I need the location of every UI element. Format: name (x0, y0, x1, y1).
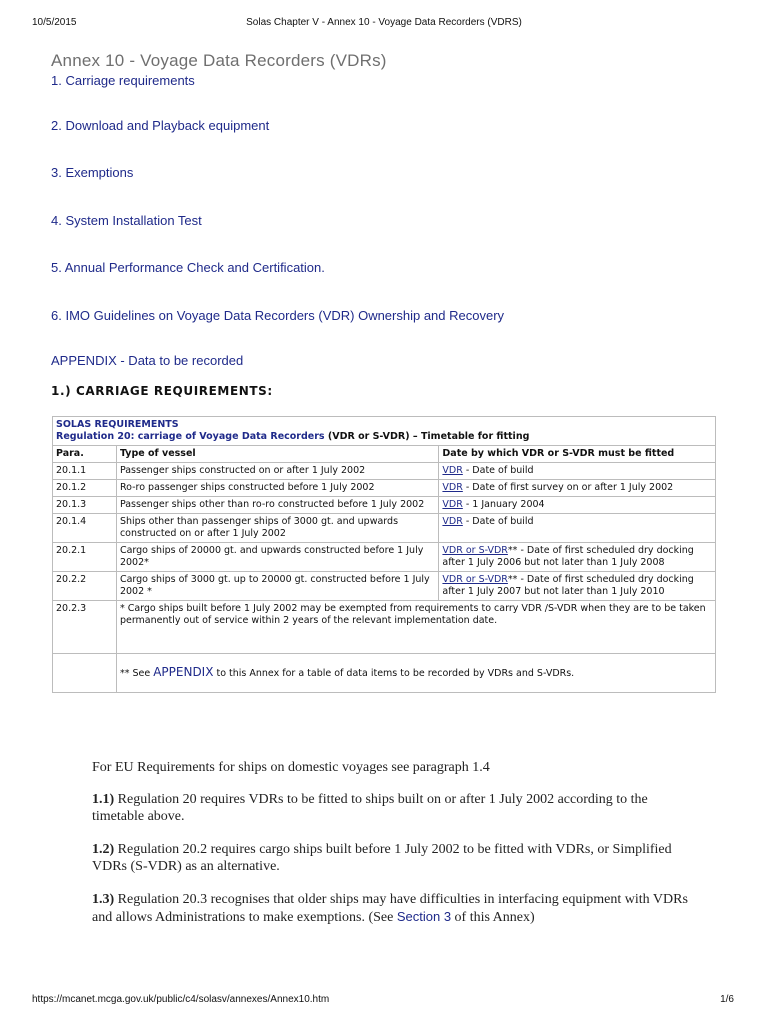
col-header-date: Date by which VDR or S-VDR must be fitted (439, 446, 716, 463)
cell-date (439, 463, 716, 480)
col-header-para: Para. (53, 446, 117, 463)
toc-link-exemptions[interactable]: 3. Exemptions (51, 165, 134, 180)
cell-para: 20.1.3 (53, 497, 117, 514)
date-text: - 1 January 2004 (462, 499, 545, 510)
cell-date (439, 514, 716, 543)
appendix-link[interactable]: APPENDIX (51, 353, 117, 368)
appendix-link-text: - Data to be recorded (116, 353, 244, 368)
cell-para: 20.1.4 (53, 514, 117, 543)
cell-vessel: Cargo ships of 3000 gt. up to 20000 gt. constructed before 1 July 2002 * (116, 572, 438, 601)
paragraph-text: Regulation 20.3 recognises that older ships may have difficulties in interfacing equipment with VDRs and allows Administrations to make exemptions. (See (92, 892, 688, 925)
table-row (53, 543, 716, 572)
cell-vessel: Passenger ships other than ro-ro constructed before 1 July 2002 (116, 497, 438, 514)
toc-link-imo-guidelines[interactable]: 6. IMO Guidelines on Voyage Data Recorders (VDR) Ownership and Recovery (51, 308, 505, 323)
print-title: Solas Chapter V - Annex 10 - Voyage Data Recorders (VDRS) (246, 17, 522, 28)
cell-para: 20.1.1 (53, 463, 117, 480)
regulation-label: Regulation 20: carriage of Voyage Data Recorders (56, 431, 325, 442)
cell-date (439, 480, 716, 497)
eu-requirements-note: For EU Requirements for ships on domestic voyages see paragraph 1.4 (92, 760, 490, 775)
table-row (53, 654, 716, 693)
appendix-line (51, 353, 243, 368)
date-text: - Date of build (462, 516, 534, 527)
paragraph-1-2 (92, 841, 692, 875)
toc-link-installation-test[interactable]: 4. System Installation Test (51, 213, 202, 228)
footer-page-number: 1/6 (720, 994, 734, 1005)
cell-para: 20.2.1 (53, 543, 117, 572)
cell-appendix-note (116, 654, 715, 693)
cell-date (439, 497, 716, 514)
cell-vessel: Ships other than passenger ships of 3000 gt. and upwards constructed on or after 1 July 2002 (116, 514, 438, 543)
toc-link-annual-check[interactable]: 5. Annual Performance Check and Certification. (51, 260, 325, 275)
vdr-svdr-link[interactable]: VDR or S-VDR (442, 545, 508, 556)
cell-vessel: Cargo ships of 20000 gt. and upwards constructed before 1 July 2002* (116, 543, 438, 572)
table-row (53, 497, 716, 514)
paragraph-number: 1.3) (92, 892, 115, 907)
section-heading: 1.) CARRIAGE REQUIREMENTS: (51, 384, 273, 398)
table-row (53, 463, 716, 480)
paragraph-number: 1.2) (92, 842, 115, 857)
cell-date (439, 572, 716, 601)
requirements-table (52, 416, 716, 693)
cell-vessel: Passenger ships constructed on or after 1 July 2002 (116, 463, 438, 480)
cell-date (439, 543, 716, 572)
table-heading: SOLAS REQUIREMENTS (56, 419, 179, 430)
appendix-note-suffix: to this Annex for a table of data items to be recorded by VDRs and S-VDRs. (213, 668, 575, 679)
paragraph-text-end: of this Annex) (451, 910, 535, 925)
appendix-note-link[interactable]: APPENDIX (153, 665, 214, 679)
table-row (53, 480, 716, 497)
section-3-link[interactable]: Section 3 (396, 909, 452, 924)
cell-para: 20.1.2 (53, 480, 117, 497)
cell-note: * Cargo ships built before 1 July 2002 may be exempted from requirements to carry VDR /S-VDR when they are to be taken permanently out of service within 2 years of the relevant implementation date. (116, 601, 715, 654)
paragraph-number: 1.1) (92, 792, 115, 807)
footer-url: https://mcanet.mcga.gov.uk/public/c4/solasv/annexes/Annex10.htm (32, 994, 330, 1005)
vdr-link[interactable]: VDR (442, 465, 463, 476)
page-title: Annex 10 - Voyage Data Recorders (VDRs) (51, 51, 387, 70)
paragraph-text: Regulation 20.2 requires cargo ships built before 1 July 2002 to be fitted with VDRs, or Simplified VDRs (S-VDR) as an alternative. (92, 842, 672, 874)
table-row (53, 601, 716, 654)
date-text: - Date of first survey on or after 1 July 2002 (462, 482, 674, 493)
toc-link-carriage[interactable]: 1. Carriage requirements (51, 73, 195, 88)
appendix-note-prefix: ** See (119, 668, 154, 679)
cell-vessel: Ro-ro passenger ships constructed before 1 July 2002 (116, 480, 438, 497)
column-header-row (53, 446, 716, 463)
date-text: ** - Date of first scheduled dry docking after 1 July 2007 but not later than 1 July 2010 (442, 574, 694, 597)
vdr-svdr-link[interactable]: VDR or S-VDR (442, 574, 508, 585)
cell-para: 20.2.2 (53, 572, 117, 601)
table-subheading (56, 431, 712, 443)
col-header-vessel: Type of vessel (116, 446, 438, 463)
cell-empty (53, 654, 117, 693)
vdr-link[interactable]: VDR (442, 482, 463, 493)
regulation-rest: (VDR or S-VDR) – Timetable for fitting (324, 431, 530, 442)
print-date: 10/5/2015 (32, 17, 77, 28)
table-row (53, 572, 716, 601)
toc-link-download[interactable]: 2. Download and Playback equipment (51, 118, 270, 133)
vdr-link[interactable]: VDR (442, 516, 463, 527)
vdr-link[interactable]: VDR (442, 499, 463, 510)
paragraph-1-1 (92, 791, 692, 825)
date-text: ** - Date of first scheduled dry docking after 1 July 2006 but not later than 1 July 2008 (442, 545, 694, 568)
paragraph-text: Regulation 20 requires VDRs to be fitted to ships built on or after 1 July 2002 according to the timetable above. (92, 792, 648, 824)
table-header-row (53, 417, 716, 446)
cell-para: 20.2.3 (53, 601, 117, 654)
date-text: - Date of build (462, 465, 534, 476)
paragraph-1-3 (92, 891, 692, 926)
table-row (53, 514, 716, 543)
